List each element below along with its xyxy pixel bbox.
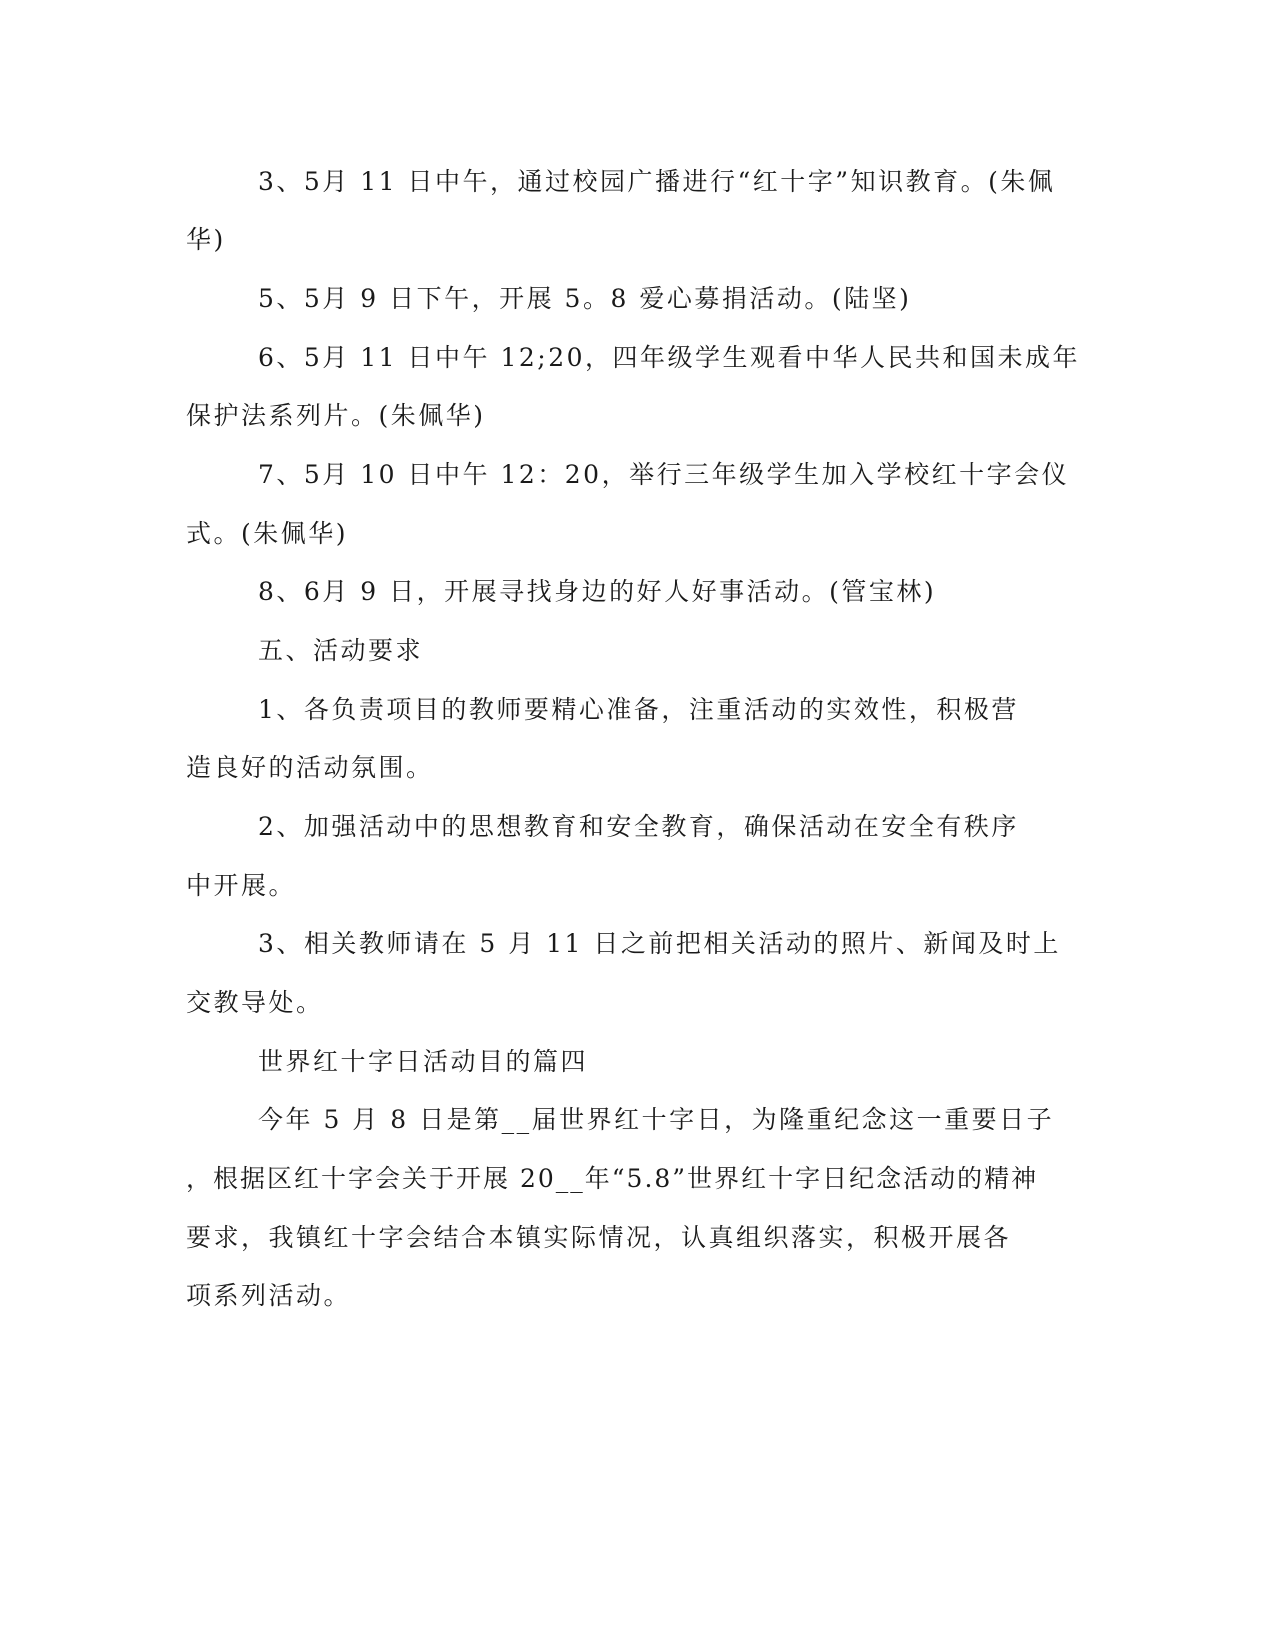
paragraph-line: 3、相关教师请在 5 月 11 日之前把相关活动的照片、新闻及时上 bbox=[258, 929, 1061, 958]
section-heading: 五、活动要求 bbox=[258, 636, 424, 665]
paragraph-line: 7、5月 10 日中午 12：20，举行三年级学生加入学校红十字会仪 bbox=[258, 460, 1070, 489]
paragraph-line: 保护法系列片。(朱佩华) bbox=[186, 401, 486, 430]
paragraph-line: 今年 5 月 8 日是第__届世界红十字日，为隆重纪念这一重要日子 bbox=[258, 1105, 1055, 1134]
paragraph-line: 3、5月 11 日中午，通过校园广播进行“红十字”知识教育。(朱佩 bbox=[258, 167, 1056, 196]
paragraph-line: 交教导处。 bbox=[186, 988, 324, 1017]
section-heading: 世界红十字日活动目的篇四 bbox=[258, 1047, 589, 1076]
paragraph-line: 要求，我镇红十字会结合本镇实际情况，认真组织落实，积极开展各 bbox=[186, 1223, 1012, 1252]
paragraph-line: 华) bbox=[186, 225, 226, 254]
paragraph-line: 8、6月 9 日，开展寻找身边的好人好事活动。(管宝林) bbox=[258, 577, 937, 606]
paragraph-line: 1、各负责项目的教师要精心准备，注重活动的实效性，积极营 bbox=[258, 695, 1019, 724]
paragraph-line: 中开展。 bbox=[186, 871, 297, 900]
paragraph-line: ，根据区红十字会关于开展 20__年“5.8”世界红十字日纪念活动的精神 bbox=[186, 1164, 1039, 1193]
paragraph-line: 2、加强活动中的思想教育和安全教育，确保活动在安全有秩序 bbox=[258, 812, 1019, 841]
paragraph-line: 式。(朱佩华) bbox=[186, 519, 349, 548]
paragraph-line: 5、5月 9 日下午，开展 5。8 爱心募捐活动。(陆坚) bbox=[258, 284, 912, 313]
paragraph-line: 6、5月 11 日中午 12;20，四年级学生观看中华人民共和国未成年 bbox=[258, 343, 1081, 372]
paragraph-line: 造良好的活动氛围。 bbox=[186, 753, 434, 782]
paragraph-line: 项系列活动。 bbox=[186, 1281, 352, 1310]
